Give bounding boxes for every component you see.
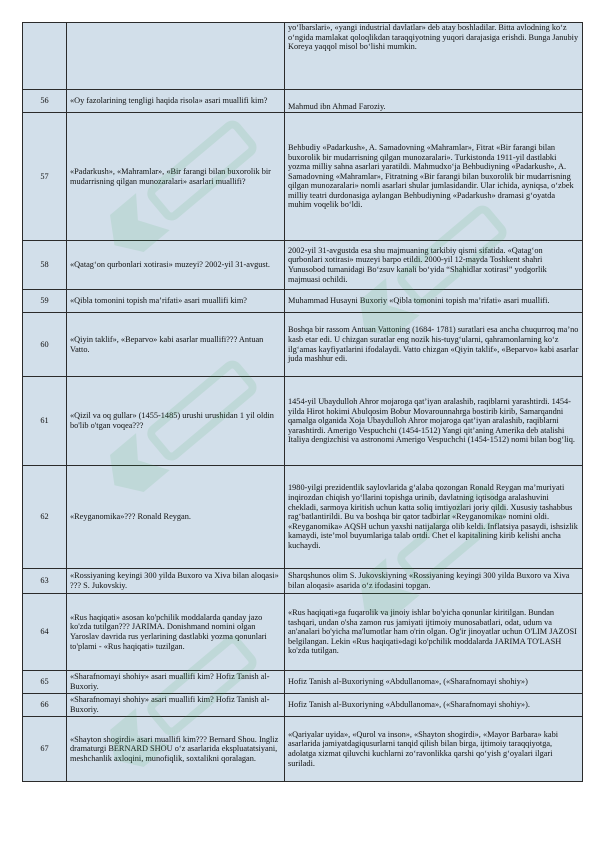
answer-cell: «Qariyalar uyida», «Qurol va inson», «Shayton shogirdi», «Mayor Barbara» kabi asarlarida jamiyatdagiqusurlarni tanqid qilish bilan birga, ijtimoiy taraqqiyotga, adolatga xizmat qiluvchi kuchlarni zo‘ravonlikka qarshi qo‘yish g‘oyalari ilgari suriladi. <box>285 717 583 782</box>
row-number: 65 <box>23 671 67 694</box>
table-row <box>23 113 583 241</box>
question-cell: «Qibla tomonini topish ma’rifati» asari muallifi kim? <box>67 290 285 313</box>
table-row <box>23 290 583 313</box>
question-cell: «Rus haqiqati» asosan ko'pchilik moddalarda qanday jazo ko'zda tutilgan??? JARIMA. Donishmand nomini olgan Yaroslav davrida rus yerlarining dastlabki yozma qonunlari to'plami - «Rus haqiqati» tuzilgan. <box>67 594 285 671</box>
question-cell: «Qiyin taklif», «Beparvo» kabi asarlar muallifi??? Antuan Vatto. <box>67 313 285 377</box>
answer-cell: Hofiz Tanish al-Buxoriyning «Abdullanoma», («Sharafnomayi shohiy») <box>285 671 583 694</box>
answer-cell: Hofiz Tanish al-Buxoriyning «Abdullanoma», («Sharafnomayi shohiy»). <box>285 694 583 717</box>
table-row <box>23 594 583 671</box>
answer-cell: 1980-yilgi prezidentlik saylovlarida g‘alaba qozongan Ronald Reygan ma’muriyati inqirozdan chiqish yo‘llarini topishga urinib, davlatning iqtisodga aralashuvini chekladi, sarmoya kiritish uchun katta soliq imtiyozlari joriy qildi. Xususiy tashabbus rag‘batlantirildi. Bu va boshqa bir qator tadbirlar «Reyganomika» nomini oldi. «Reyganomika» AQSH uchun yaxshi natijalarga olib keldi. Inflatsiya pasaydi, ishsizlik kamaydi, iste’mol buyumlariga talab ortdi. Chet el kapitalining kirib kelishi ancha kuchaydi. <box>285 466 583 569</box>
table-row <box>23 313 583 377</box>
table-row <box>23 23 583 90</box>
answer-cell: 2002-yil 31-avgustda esa shu majmuaning tarkibiy qismi sifatida. «Qatag‘on qurbonlari xotirasi» muzeyi barpo etildi. 2000-yil 12-mayda Toshkent shahri Yunusobod tumanidagi Bo‘zsuv kanali bo‘yida “Shahidlar xotirasi” yodgorlik majmuasi ochildi. <box>285 241 583 290</box>
question-cell: «Sharafnomayi shohiy» asari muallifi kim? Hofiz Tanish al-Buxoriy. <box>67 671 285 694</box>
row-number: 62 <box>23 466 67 569</box>
row-number: 59 <box>23 290 67 313</box>
row-number <box>23 23 67 90</box>
answer-cell: 1454-yil Ubaydulloh Ahror mojaroga qat’iyan aralashib, raqiblarni yarashtirdi. 1454-yilda Hirot hokimi Abulqosim Bobur Movarounnahrga bostirib kirib, Samarqandni qamalga olganida Xoja Ubaydulloh Ahror mojaroga qat’iyan aralashib, raqiblarni yarashtirdi. Amerigo Vespuchchi (1454-1512) Yangi qit’aning Amerika deb atalishi Italiya dengizchisi va astronomi Amerigo Vespuchchi (1454-1512) nomi bilan bog‘liq. <box>285 377 583 466</box>
question-cell: «Qatag‘on qurbonlari xotirasi» muzeyi? 2002-yil 31-avgust. <box>67 241 285 290</box>
qa-table <box>22 22 583 782</box>
answer-cell: yo‘lbarslari», «yangi industrial davlatlar» deb atay boshladilar. Bitta avlodning ko‘z o‘ngida mamlakat qoloqlikdan taraqqiyotning yuqori darajasiga erishdi. Bunga Janubiy Koreya yaqqol misol bo‘lishi mumkin. <box>285 23 583 90</box>
question-cell <box>67 23 285 90</box>
table-row <box>23 717 583 782</box>
row-number: 56 <box>23 90 67 113</box>
row-number: 61 <box>23 377 67 466</box>
table-row <box>23 569 583 594</box>
answer-cell: Mahmud ibn Ahmad Faroziy. <box>285 90 583 113</box>
question-cell: «Shayton shogirdi» asari muallifi kim??? Bernard Shou. Ingliz dramaturgi BERNARD SHOU o‘z asarlarida ekspluatatsiyani, meshchanlik axloqini, munofiqlik, soxtalikni qoralagan. <box>67 717 285 782</box>
table-row <box>23 671 583 694</box>
row-number: 63 <box>23 569 67 594</box>
answer-cell: Muhammad Husayni Buxoriy «Qibla tomonini topish ma’rifati» asari muallifi. <box>285 290 583 313</box>
question-cell: «Rossiyaning keyingi 300 yilda Buxoro va Xiva bilan aloqasi» ??? S. Jukovskiy. <box>67 569 285 594</box>
answer-cell: Behbudiy «Padarkush», A. Samadovning «Mahramlar», Fitrat «Bir farangi bilan buxorolik bir mudarrisning qilgan munozaralari». Turkistonda 1911-yil dastlabki yozma milliy sahna asarlari yaratildi. Mahmudxo‘ja Behbudiyning «Padarkush», A. Samadovning «Mahramlar», Fitratning «Bir farangi bilan buxorolik bir mudarrisning qilgan munozaralari» nomli asarlari shular jumlasidandir. Ular ichida, ayniqsa, o‘zbek milliy teatri durdonasiga aylangan Behbudiyning «Padarkush» dramasi g‘oyatda muhim voqelik bo‘ldi. <box>285 113 583 241</box>
table-row <box>23 466 583 569</box>
row-number: 67 <box>23 717 67 782</box>
table-row <box>23 90 583 113</box>
row-number: 57 <box>23 113 67 241</box>
table-row <box>23 241 583 290</box>
row-number: 66 <box>23 694 67 717</box>
answer-cell: Sharqshunos olim S. Jukovskiyning «Rossiyaning keyingi 300 yilda Buxoro va Xiva bilan aloqasi» asarida o‘z ifodasini topgan. <box>285 569 583 594</box>
row-number: 60 <box>23 313 67 377</box>
answer-cell: Boshqa bir rassom Antuan Vattoning (1684- 1781) suratlari esa ancha chuqurroq ma’no kasb etar edi. U chizgan suratlar eng nozik his-tuyg‘ularni, qahramonlarning ko‘z ilg‘amas kayfiyatlarini ifodalaydi. Vatto chizgan «Qiyin taklif», «Beparvo» kabi asarlar juda mashhur edi. <box>285 313 583 377</box>
question-cell: «Oy fazolarining tengligi haqida risola» asari muallifi kim? <box>67 90 285 113</box>
question-cell: «Sharafnomayi shohiy» asari muallifi kim? Hofiz Tanish al-Buxoriy. <box>67 694 285 717</box>
table-row <box>23 694 583 717</box>
row-number: 64 <box>23 594 67 671</box>
question-cell: «Padarkush», «Mahramlar», «Bir farangi bilan buxorolik bir mudarrisning qilgan munozaralari» asarlari muallifi? <box>67 113 285 241</box>
row-number: 58 <box>23 241 67 290</box>
table-row <box>23 377 583 466</box>
answer-cell: «Rus haqiqati»ga fuqarolik va jinoiy ishlar bo'yicha qonunlar kiritilgan. Bundan tashqari, undan o'sha zamon rus jamiyati ijtimoiy munosabatlari, odat, udum va an'analari bo'yicha ma'lumotlar ham o'rin olgan. Og'ir jinoyatlar uchun O'LIM JAZOSI belgilangan. Lekin «Rus haqiqati»dagi ko'pchilik moddalarda JARIMA TO'LASH ko'zda tutilgan. <box>285 594 583 671</box>
question-cell: «Qizil va oq gullar» (1455-1485) urushi urushidan 1 yil oldin bo'lib o'tgan voqea??? <box>67 377 285 466</box>
question-cell: «Reyganomika»??? Ronald Reygan. <box>67 466 285 569</box>
